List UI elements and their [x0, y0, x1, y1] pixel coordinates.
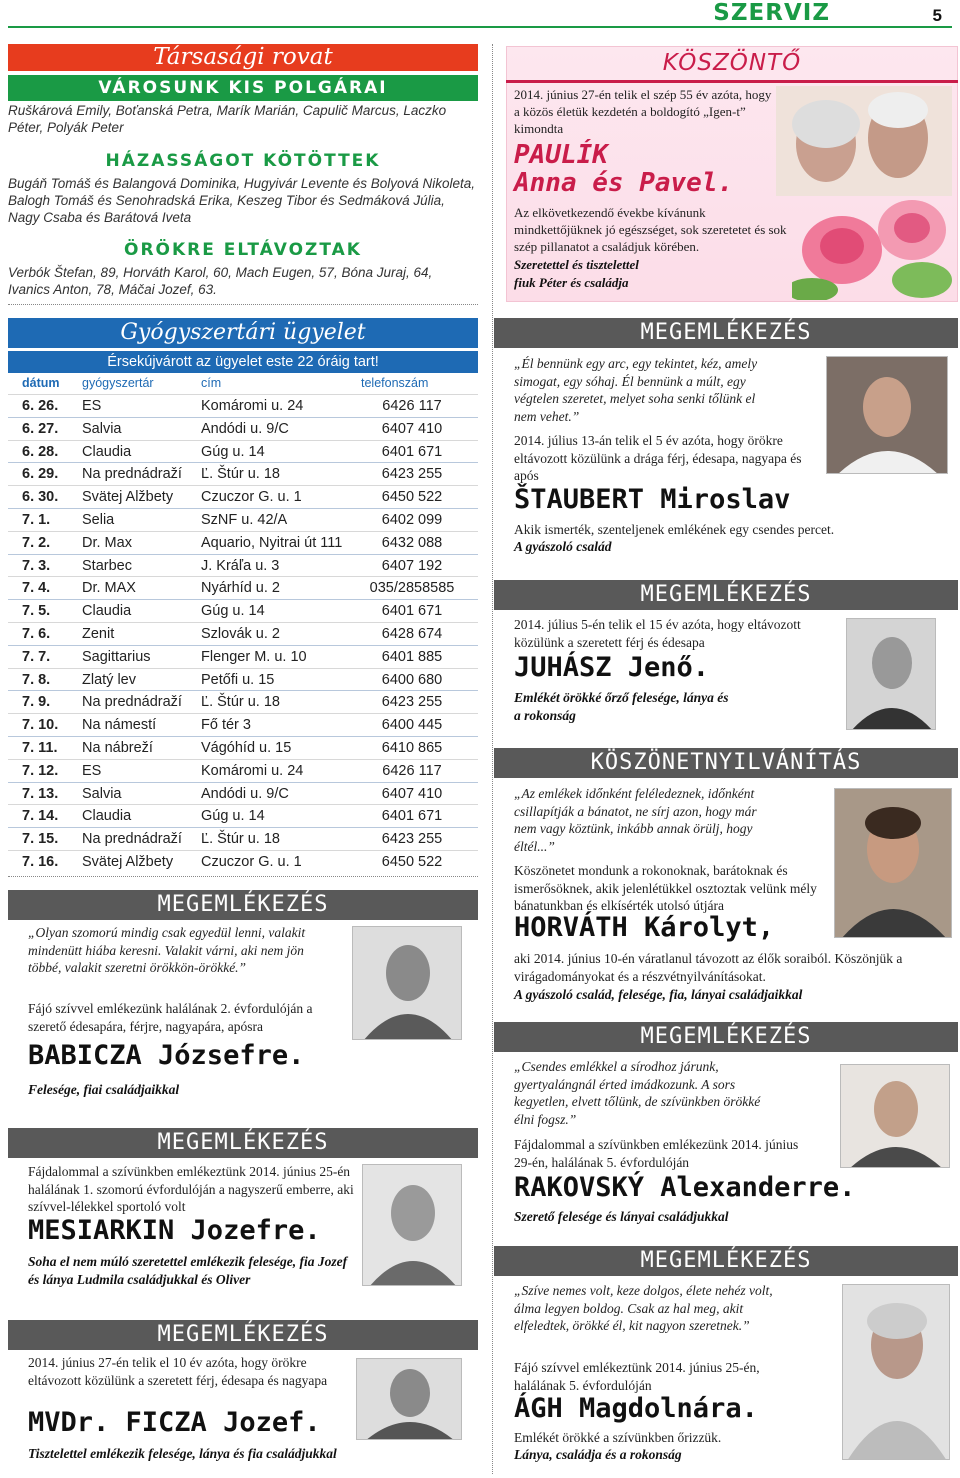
portrait-photo	[826, 356, 948, 474]
table-row	[8, 850, 478, 873]
greeting-rule	[506, 80, 958, 83]
pharmacy-cell: Salvia	[82, 420, 122, 437]
address-cell: Gúg u. 14	[201, 808, 265, 825]
address-cell: Komáromi u. 24	[201, 398, 304, 414]
memorial-text: Fájó szívvel emlékeztünk 2014. június 25-én, halálának 5. évfordulóján	[514, 1360, 760, 1393]
memorial-poem: „Az emlékek időnként feléledeznek, időnként csillapítják a bánatot, ne sírj azon, hogy már nem vagy köztünk, inkább annak örülj, hogy éltél...”	[514, 786, 757, 854]
pharmacy-cell: Na prednádraží	[82, 694, 182, 711]
portrait-photo	[834, 788, 952, 938]
pharmacy-cell: Starbec	[82, 557, 132, 574]
portrait-photo	[352, 926, 462, 1040]
portrait-photo	[840, 1064, 950, 1168]
address-cell: SzNF u. 42/A	[201, 511, 288, 528]
header-rule	[8, 26, 952, 28]
date-cell: 7. 3.	[22, 557, 51, 574]
memorial-signature: A gyászoló család, felesége, fia, lányai családjaikkal	[514, 987, 803, 1002]
address-cell: Czuczor G. u. 1	[201, 853, 302, 870]
pharmacy-cell: ES	[82, 398, 102, 414]
date-cell: 6. 26.	[22, 398, 59, 414]
address-cell: Komáromi u. 24	[201, 762, 304, 779]
table-row	[8, 485, 478, 508]
table-row	[8, 736, 478, 759]
pharmacy-table-header	[8, 375, 478, 393]
memorial-title: MEGEMLÉKEZÉS	[494, 580, 958, 610]
address-cell: Szlovák u. 2	[201, 625, 280, 642]
phone-cell: 6407 192	[381, 557, 443, 574]
greeting-wish: Az elkövetkezendő évekbe kívánunk mindkettőjüknek jó egészséget, sok szeretetet és sok szép pillanatot a családjuk körében.	[514, 205, 787, 254]
died-names: Verbók Štefan, 89, Horváth Karol, 60, Mach Eugen, 57, Bóna Juraj, 64, Ivanics Anton, 78, Máčai Jozef, 63.	[8, 265, 433, 297]
pharmacy-cell: Dr. Max	[82, 534, 132, 551]
memorial-text: 2014. július 13-án telik el 5 év azóta, hogy örökre eltávozott közülünk a drága férj, édesapa, nagyapa és após	[514, 433, 802, 483]
section-title: SZERVIZ	[713, 0, 830, 26]
pharmacy-cell: Na nábreží	[82, 739, 153, 756]
table-row	[8, 417, 478, 440]
social-column-title: Társasági rovat	[8, 44, 478, 71]
memorial-name: MESIARKIN Jozefre.	[28, 1215, 321, 1246]
date-cell: 7. 2.	[22, 534, 51, 551]
phone-cell: 6423 255	[381, 466, 443, 483]
memorial-signature: Lánya, családja és a rokonság	[514, 1447, 682, 1462]
phone-cell: 6401 885	[381, 648, 443, 665]
memorial-name: MVDr. FICZA Jozef.	[28, 1407, 321, 1438]
married-names: Bugáň Tomáš és Balangová Dominika, Hugyivár Levente és Bolyová Nikoleta, Balogh Tomáš és Senohradská Erika, Keszeg Tibor és Sedmáková Júlia, Nagy Csaba és Barátová Iveta	[8, 176, 476, 225]
memorial-title: MEGEMLÉKEZÉS	[8, 1320, 478, 1350]
pharmacy-cell: ES	[82, 762, 102, 779]
greeting-text: 2014. június 27-én telik el szép 55 év azóta, hogy a közös életük kezdetén a boldogító „Igen-t” kimondta	[514, 87, 772, 136]
greeting-title: KÖSZÖNTŐ	[662, 50, 802, 76]
memorial-poem: „Olyan szomorú mindig csak egyedül lenni, valakit mindenütt hiába keresni. Valakit várni, aki nem jön többé, valakit szeretni örökkön-örökké.”	[28, 925, 306, 975]
table-row	[8, 759, 478, 782]
pharmacy-cell: Svätej Alžbety	[82, 489, 174, 506]
greeting-name-line2: Anna és Pavel.	[514, 168, 734, 198]
memorial-signature: Soha el nem múló szeretettel emlékezik felesége, fia Jozef és lánya Ludmila családjukkal és Oliver	[28, 1254, 348, 1287]
memorial-title: MEGEMLÉKEZÉS	[494, 318, 958, 348]
table-row	[8, 394, 478, 417]
memorial-text: Fájdalommal a szívünkben emlékeztünk 2014. június 25-én halálának 1. szomorú évfordulóján a nagyszerű emberre, aki szívvel-lélekkel sportoló volt	[28, 1164, 354, 1214]
pharmacy-title: Gyógyszertári ügyelet	[8, 318, 478, 348]
phone-cell: 6426 117	[382, 398, 442, 414]
address-cell: J. Kráľa u. 3	[201, 557, 280, 574]
memorial-title: MEGEMLÉKEZÉS	[8, 890, 478, 920]
column-header-pharmacy: gyógyszertár	[82, 376, 154, 390]
died-heading: ÖRÖKRE ELTÁVOZTAK	[8, 237, 478, 263]
pharmacy-cell: Claudia	[82, 808, 132, 825]
phone-cell: 6423 255	[381, 694, 443, 711]
date-cell: 6. 30.	[22, 489, 59, 506]
date-cell: 7. 5.	[22, 603, 51, 620]
pharmacy-cell: Salvia	[82, 785, 122, 802]
address-cell: Petőfi u. 15	[201, 671, 275, 688]
memorial-text-2: Akik ismerték, szenteljenek emlékének egy csendes percet.	[514, 522, 835, 537]
memorial-name: ÁGH Magdolnára.	[514, 1393, 758, 1424]
column-header-date: dátum	[22, 376, 60, 390]
memorial-name: BABICZA Józsefre.	[28, 1040, 305, 1071]
pharmacy-subtitle: Érsekújvárott az ügyelet este 22 óráig tart!	[8, 351, 478, 373]
memorial-text: 2014. július 5-én telik el 15 év azóta, hogy eltávozott közülünk a szeretett férj és édesapa	[514, 617, 801, 650]
table-row	[8, 690, 478, 713]
address-cell: Flenger M. u. 10	[201, 648, 307, 665]
pharmacy-cell: Selia	[82, 511, 115, 528]
date-cell: 7. 16.	[22, 853, 59, 870]
address-cell: Ľ. Štúr u. 18	[201, 831, 280, 848]
memorial-title: MEGEMLÉKEZÉS	[8, 1128, 478, 1158]
table-row	[8, 645, 478, 668]
memorial-text: 2014. június 27-én telik el 10 év azóta, hogy örökre eltávozott közülünk a szeretett férj, édesapa és nagyapa	[28, 1355, 328, 1388]
pharmacy-cell: Claudia	[82, 443, 132, 460]
address-cell: Fő tér 3	[201, 717, 251, 734]
memorial-text-2: Emlékét örökké a szívünkben őrizzük.	[514, 1430, 722, 1445]
pharmacy-cell: Svätej Alžbety	[82, 853, 174, 870]
date-cell: 7. 4.	[22, 580, 51, 597]
date-cell: 7. 7.	[22, 648, 51, 665]
address-cell: Gúg u. 14	[201, 603, 265, 620]
rose-decoration	[792, 180, 956, 300]
table-row	[8, 804, 478, 827]
date-cell: 6. 29.	[22, 466, 59, 483]
date-cell: 7. 11.	[22, 739, 58, 756]
memorial-title: MEGEMLÉKEZÉS	[494, 1246, 958, 1276]
address-cell: Czuczor G. u. 1	[201, 489, 302, 506]
table-row	[8, 531, 478, 554]
memorial-text-2: aki 2014. június 10-én váratlanul távozott az élők soraiból. Köszönjük a virágadományokat és a részvétnyilvánításokat.	[514, 951, 903, 984]
phone-cell: 6400 680	[381, 671, 443, 688]
address-cell: Andódi u. 9/C	[201, 420, 289, 437]
memorial-signature: Emlékét örökké őrző felesége, lánya és a rokonság	[514, 690, 729, 723]
phone-cell: 6401 671	[381, 603, 443, 620]
greeting-name-line1: PAULÍK	[514, 140, 608, 170]
table-row	[8, 508, 478, 531]
phone-cell: 6402 099	[381, 511, 443, 528]
pharmacy-table	[8, 394, 478, 873]
table-row	[8, 576, 478, 599]
memorial-signature: Felesége, fiai családjaikkal	[28, 1082, 180, 1097]
phone-cell: 6423 255	[381, 831, 443, 848]
pharmacy-cell: Zlatý lev	[82, 671, 136, 688]
table-row	[8, 827, 478, 850]
date-cell: 7. 15.	[22, 831, 59, 848]
memorial-name: RAKOVSKÝ Alexanderre.	[514, 1172, 856, 1203]
date-cell: 7. 6.	[22, 625, 51, 642]
memorial-name: ŠTAUBERT Miroslav	[514, 484, 791, 515]
column-header-address: cím	[201, 376, 222, 390]
memorial-text: Fájdalommal a szívünkben emlékezünk 2014. június 29-én, halálának 5. évfordulóján	[514, 1137, 799, 1170]
memorial-name: HORVÁTH Károlyt,	[514, 912, 775, 943]
table-row	[8, 622, 478, 645]
table-row	[8, 440, 478, 463]
memorial-title: MEGEMLÉKEZÉS	[494, 1022, 958, 1052]
phone-cell: 6432 088	[381, 534, 443, 551]
phone-cell: 6450 522	[381, 489, 443, 506]
pharmacy-cell: Na prednádraží	[82, 831, 182, 848]
memorial-title: KÖSZÖNETNYILVÁNÍTÁS	[494, 748, 958, 778]
phone-cell: 6401 671	[381, 808, 443, 825]
memorial-text: Fájó szívvel emlékezünk halálának 2. évfordulóján a szerető édesapára, férjre, nagyapára, apósra	[28, 1001, 313, 1034]
phone-cell: 6410 865	[381, 739, 443, 756]
greeting-signature-2: fiuk Péter és családja	[514, 275, 629, 290]
table-row	[8, 554, 478, 577]
date-cell: 7. 1.	[22, 511, 51, 528]
born-heading: VÁROSUNK KIS POLGÁRAI	[8, 75, 478, 101]
greeting-signature-1: Szeretettel és tisztelettel	[514, 257, 639, 272]
date-cell: 7. 13.	[22, 785, 59, 802]
column-divider	[492, 44, 493, 1474]
phone-cell: 6407 410	[381, 785, 443, 802]
portrait-photo	[842, 1284, 950, 1460]
phone-cell: 6426 117	[382, 762, 442, 779]
pharmacy-cell: Zenit	[82, 625, 115, 642]
married-heading: HÁZASSÁGOT KÖTÖTTEK	[8, 148, 478, 174]
phone-cell: 6400 445	[381, 717, 443, 734]
memorial-text: Köszönetet mondunk a rokonoknak, barátoknak és ismerősöknek, akik jelenlétükkel osztoztak velünk mély bánatunkban és elkísérték utolsó útjára	[514, 863, 817, 913]
pharmacy-cell: Dr. MAX	[82, 580, 136, 597]
memorial-signature: Szerető felesége és lányai családjukkal	[514, 1209, 729, 1224]
table-row	[8, 782, 478, 805]
phone-cell: 6450 522	[381, 853, 443, 870]
table-row	[8, 668, 478, 691]
address-cell: Aquario, Nyitrai út 111	[201, 534, 343, 551]
date-cell: 6. 28.	[22, 443, 59, 460]
page-number: 5	[932, 6, 942, 25]
address-cell: Nyárhíd u. 2	[201, 580, 280, 597]
address-cell: Vágóhíd u. 15	[201, 739, 292, 756]
date-cell: 7. 12.	[22, 762, 59, 779]
column-header-phone: telefonszám	[361, 376, 429, 390]
date-cell: 7. 9.	[22, 694, 51, 711]
phone-cell: 6428 674	[381, 625, 443, 642]
address-cell: Ľ. Štúr u. 18	[201, 466, 280, 483]
pharmacy-cell: Na prednádraží	[82, 466, 182, 483]
memorial-signature: Tisztelettel emlékezik felesége, lánya és fia családjukkal	[28, 1446, 337, 1461]
address-cell: Andódi u. 9/C	[201, 785, 289, 802]
portrait-photo	[356, 1358, 462, 1440]
section-divider	[8, 304, 478, 305]
address-cell: Gúg u. 14	[201, 443, 265, 460]
table-row	[8, 599, 478, 622]
address-cell: Ľ. Štúr u. 18	[201, 694, 280, 711]
section-divider	[8, 876, 478, 877]
pharmacy-cell: Sagittarius	[82, 648, 151, 665]
born-names: Ruškárová Emily, Boťanská Petra, Marík Marián, Capulič Marcus, Laczko Péter, Polyák Peter	[8, 103, 447, 135]
table-row	[8, 713, 478, 736]
memorial-name: JUHÁSZ Jenő.	[514, 652, 710, 683]
date-cell: 7. 10.	[22, 717, 59, 734]
memorial-signature: A gyászoló család	[514, 539, 612, 554]
phone-cell: 6401 671	[381, 443, 443, 460]
pharmacy-cell: Na námestí	[82, 717, 157, 734]
date-cell: 6. 27.	[22, 420, 59, 437]
portrait-photo	[362, 1164, 462, 1286]
pharmacy-cell: Claudia	[82, 603, 132, 620]
memorial-poem: „Csendes emlékkel a sírodhoz járunk, gyertyalángnál érted imádkozunk. A sors kegyetlen, elvett tőlünk, de szívünkben örökké élni fogsz.”	[514, 1059, 761, 1127]
memorial-poem: „Él bennünk egy arc, egy tekintet, kéz, amely simogat, egy sóhaj. Él bennünk a múlt, egy végtelen szeretet, melyet soha senki tőlünk el nem vehet.”	[514, 356, 758, 424]
table-row	[8, 462, 478, 485]
phone-cell: 6407 410	[381, 420, 443, 437]
date-cell: 7. 14.	[22, 808, 59, 825]
portrait-photo	[846, 618, 936, 730]
date-cell: 7. 8.	[22, 671, 51, 688]
memorial-poem: „Szíve nemes volt, keze dolgos, élete nehéz volt, álma legyen boldog. Csak az hal meg, akit elfeledtek, örökké él, kit nagyon szeretnek.”	[514, 1283, 773, 1333]
phone-cell: 035/2858585	[369, 580, 455, 597]
